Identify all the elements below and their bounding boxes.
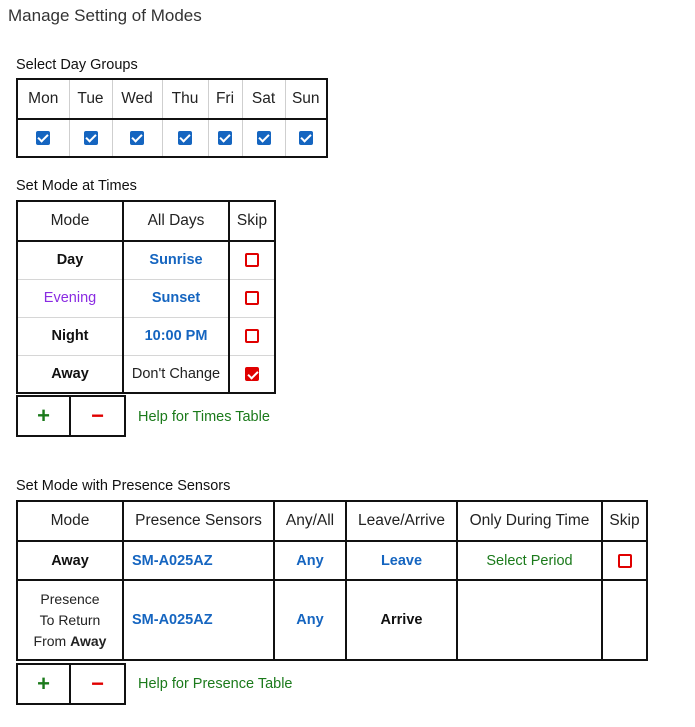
day-header-fri: Fri xyxy=(208,79,242,119)
times-add-remove-group xyxy=(16,395,126,437)
presence-table xyxy=(16,500,648,661)
presence-return-mode[interactable]: Presence To Return From Away xyxy=(33,590,107,649)
presence-add-remove-group xyxy=(16,663,126,705)
presence-skip-empty xyxy=(602,580,647,660)
presence-help-link[interactable]: Help for Presence Table xyxy=(138,676,293,692)
times-row xyxy=(17,355,275,393)
presence-any-all[interactable]: Any xyxy=(296,612,324,628)
times-add-button[interactable]: + xyxy=(18,397,71,435)
day-checkbox-thu[interactable] xyxy=(178,131,192,145)
times-skip-checkbox[interactable] xyxy=(245,329,259,343)
day-checkbox-sun[interactable] xyxy=(299,131,313,145)
presence-header-skip: Skip xyxy=(602,501,647,541)
times-row xyxy=(17,241,275,279)
presence-select-period[interactable]: Select Period xyxy=(486,552,573,569)
presence-header-leave-arrive: Leave/Arrive xyxy=(346,501,457,541)
day-header-sat: Sat xyxy=(242,79,285,119)
times-time[interactable]: Sunset xyxy=(151,290,201,306)
times-header-all-days: All Days xyxy=(123,201,229,241)
day-groups-title: Select Day Groups xyxy=(16,57,138,73)
presence-leave-arrive[interactable]: Arrive xyxy=(380,612,423,628)
times-remove-button[interactable]: − xyxy=(91,403,104,428)
times-header-skip: Skip xyxy=(229,201,275,241)
day-header-mon: Mon xyxy=(17,79,69,119)
presence-mode[interactable]: Away xyxy=(51,552,89,569)
day-header-sun: Sun xyxy=(285,79,327,119)
times-title: Set Mode at Times xyxy=(16,178,137,194)
presence-add-button[interactable]: + xyxy=(18,665,71,703)
day-header-thu: Thu xyxy=(162,79,208,119)
day-checkbox-fri[interactable] xyxy=(218,131,232,145)
presence-header-mode: Mode xyxy=(17,501,123,541)
day-checkbox-tue[interactable] xyxy=(84,131,98,145)
times-header-mode: Mode xyxy=(17,201,123,241)
presence-row xyxy=(17,580,647,660)
times-time[interactable]: 10:00 PM xyxy=(144,328,208,344)
times-skip-checkbox[interactable] xyxy=(245,367,259,381)
presence-header-any-all: Any/All xyxy=(274,501,346,541)
presence-only-during-empty xyxy=(457,580,602,660)
times-row xyxy=(17,317,275,355)
presence-row xyxy=(17,541,647,580)
times-row xyxy=(17,279,275,317)
presence-header-only-during: Only During Time xyxy=(457,501,602,541)
times-skip-checkbox[interactable] xyxy=(245,291,259,305)
presence-sensor[interactable]: SM-A025AZ xyxy=(132,552,213,569)
presence-any-all[interactable]: Any xyxy=(296,552,324,569)
day-header-wed: Wed xyxy=(112,79,162,119)
times-time[interactable]: Sunrise xyxy=(149,252,203,269)
day-groups-table xyxy=(16,78,328,158)
times-mode[interactable]: Evening xyxy=(43,290,97,306)
times-skip-checkbox[interactable] xyxy=(245,253,259,267)
presence-header-sensors: Presence Sensors xyxy=(123,501,274,541)
times-mode[interactable]: Night xyxy=(51,328,89,344)
times-mode[interactable]: Day xyxy=(56,252,84,269)
times-mode[interactable]: Away xyxy=(51,365,89,382)
page-title: Manage Setting of Modes xyxy=(8,6,202,25)
times-table xyxy=(16,200,276,394)
times-help-link[interactable]: Help for Times Table xyxy=(138,409,270,425)
presence-leave-arrive[interactable]: Leave xyxy=(380,552,423,569)
day-header-tue: Tue xyxy=(69,79,112,119)
day-checkbox-sat[interactable] xyxy=(257,131,271,145)
times-time[interactable]: Don't Change xyxy=(131,365,221,382)
presence-skip-checkbox[interactable] xyxy=(618,554,632,568)
presence-sensor[interactable]: SM-A025AZ xyxy=(132,612,213,628)
day-checkbox-mon[interactable] xyxy=(36,131,50,145)
presence-title: Set Mode with Presence Sensors xyxy=(16,478,231,494)
day-checkbox-wed[interactable] xyxy=(130,131,144,145)
presence-remove-button[interactable]: − xyxy=(91,671,104,696)
